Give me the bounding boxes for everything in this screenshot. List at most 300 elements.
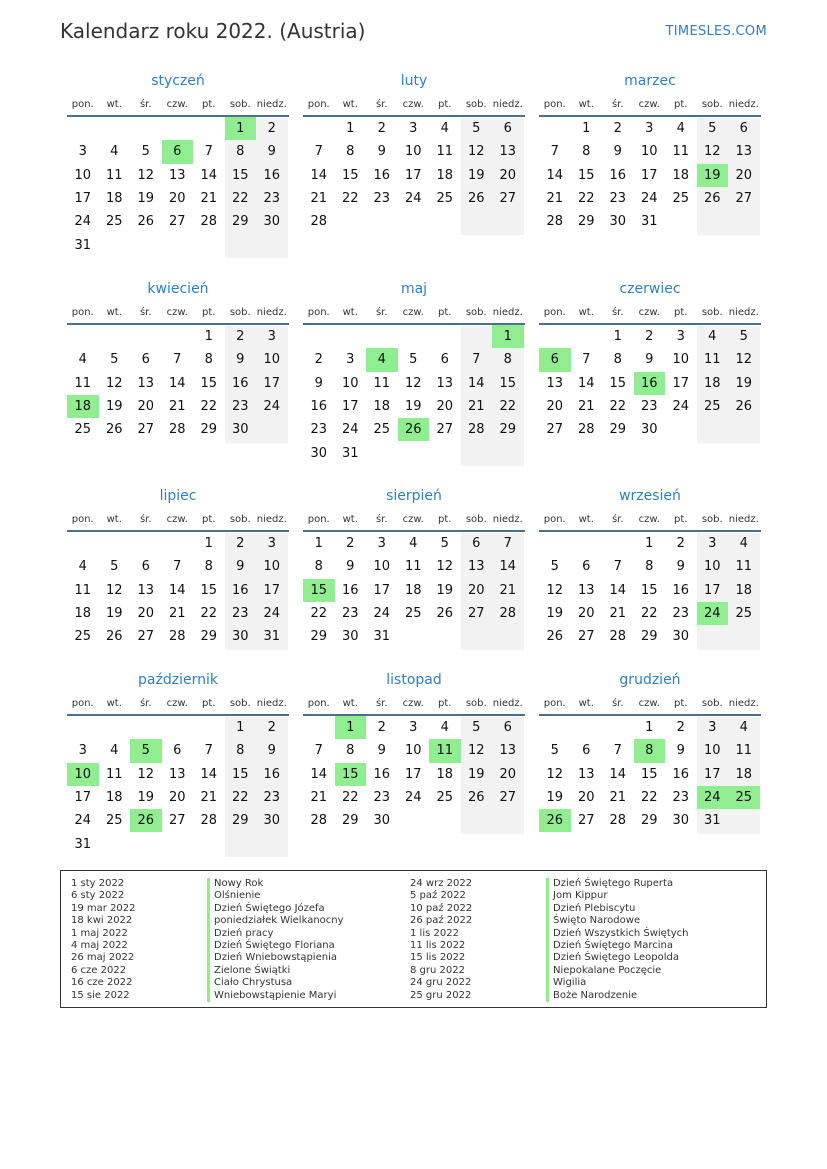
day-cell[interactable]: 28 (168, 422, 186, 438)
day-cell[interactable]: 25 (436, 190, 454, 206)
day-cell[interactable]: 5 (440, 536, 449, 551)
day-cell[interactable]: 6 (141, 352, 150, 368)
day-cell[interactable]: 18 (735, 766, 753, 782)
day-cell[interactable]: 8 (346, 743, 355, 759)
day-cell[interactable]: 20 (546, 398, 564, 414)
day-cell[interactable]: 6 (440, 352, 449, 368)
holiday-day-cell[interactable]: 6 (162, 140, 194, 163)
day-cell[interactable]: 5 (550, 559, 559, 575)
day-cell[interactable]: 21 (310, 190, 328, 206)
day-cell[interactable]: 20 (168, 190, 186, 206)
day-cell[interactable]: 14 (310, 766, 328, 782)
day-cell[interactable]: 10 (373, 559, 391, 575)
day-cell[interactable]: 1 (582, 121, 591, 136)
day-cell[interactable]: 1 (236, 720, 245, 735)
day-cell[interactable]: 24 (373, 605, 391, 621)
day-cell[interactable]: 22 (200, 398, 218, 414)
day-cell[interactable]: 16 (263, 167, 281, 183)
day-cell[interactable]: 3 (346, 352, 355, 368)
day-cell[interactable]: 11 (735, 743, 753, 759)
holiday-day-cell[interactable]: 25 (728, 786, 760, 809)
day-cell[interactable]: 3 (708, 536, 717, 551)
day-cell[interactable]: 2 (236, 536, 245, 551)
site-link[interactable]: TIMESLES.COM (665, 24, 767, 39)
day-cell[interactable]: 18 (105, 789, 123, 805)
day-cell[interactable]: 30 (231, 422, 249, 438)
day-cell[interactable]: 15 (640, 582, 658, 598)
day-cell[interactable]: 26 (467, 789, 485, 805)
day-cell[interactable]: 28 (546, 214, 564, 230)
day-cell[interactable]: 2 (346, 536, 355, 551)
day-cell[interactable]: 12 (105, 375, 123, 391)
day-cell[interactable]: 29 (310, 629, 328, 645)
day-cell[interactable]: 5 (550, 743, 559, 759)
day-cell[interactable]: 13 (137, 582, 155, 598)
day-cell[interactable]: 14 (168, 375, 186, 391)
day-cell[interactable]: 27 (168, 813, 186, 829)
day-cell[interactable]: 10 (672, 352, 690, 368)
day-cell[interactable]: 26 (137, 214, 155, 230)
day-cell[interactable]: 8 (236, 743, 245, 759)
day-cell[interactable]: 20 (436, 398, 454, 414)
day-cell[interactable]: 20 (499, 167, 517, 183)
day-cell[interactable]: 5 (708, 121, 717, 136)
day-cell[interactable]: 24 (74, 813, 92, 829)
day-cell[interactable]: 10 (341, 375, 359, 391)
day-cell[interactable]: 28 (577, 422, 595, 438)
day-cell[interactable]: 30 (310, 445, 328, 461)
day-cell[interactable]: 21 (609, 605, 627, 621)
day-cell[interactable]: 16 (310, 398, 328, 414)
day-cell[interactable]: 10 (703, 743, 721, 759)
day-cell[interactable]: 1 (645, 536, 654, 551)
day-cell[interactable]: 10 (404, 144, 422, 160)
day-cell[interactable]: 29 (499, 422, 517, 438)
day-cell[interactable]: 17 (703, 582, 721, 598)
day-cell[interactable]: 20 (137, 398, 155, 414)
day-cell[interactable]: 26 (703, 190, 721, 206)
day-cell[interactable]: 8 (645, 559, 654, 575)
day-cell[interactable]: 29 (200, 629, 218, 645)
day-cell[interactable]: 19 (105, 605, 123, 621)
holiday-day-cell[interactable]: 11 (429, 739, 461, 762)
day-cell[interactable]: 16 (672, 766, 690, 782)
day-cell[interactable]: 19 (467, 766, 485, 782)
day-cell[interactable]: 11 (436, 144, 454, 160)
day-cell[interactable]: 23 (263, 190, 281, 206)
day-cell[interactable]: 24 (640, 190, 658, 206)
day-cell[interactable]: 9 (236, 352, 245, 368)
day-cell[interactable]: 23 (672, 605, 690, 621)
day-cell[interactable]: 5 (472, 121, 481, 136)
day-cell[interactable]: 3 (676, 329, 685, 344)
day-cell[interactable]: 27 (577, 629, 595, 645)
day-cell[interactable]: 1 (346, 121, 355, 136)
day-cell[interactable]: 30 (263, 214, 281, 230)
day-cell[interactable]: 17 (74, 789, 92, 805)
day-cell[interactable]: 8 (204, 352, 213, 368)
day-cell[interactable]: 8 (503, 352, 512, 368)
day-cell[interactable]: 22 (310, 605, 328, 621)
day-cell[interactable]: 30 (231, 629, 249, 645)
day-cell[interactable]: 9 (236, 559, 245, 575)
day-cell[interactable]: 13 (577, 766, 595, 782)
day-cell[interactable]: 29 (231, 214, 249, 230)
day-cell[interactable]: 27 (436, 422, 454, 438)
day-cell[interactable]: 2 (613, 121, 622, 136)
day-cell[interactable]: 9 (377, 743, 386, 759)
day-cell[interactable]: 17 (640, 167, 658, 183)
day-cell[interactable]: 23 (231, 398, 249, 414)
day-cell[interactable]: 18 (105, 190, 123, 206)
day-cell[interactable]: 19 (436, 582, 454, 598)
day-cell[interactable]: 21 (499, 582, 517, 598)
day-cell[interactable]: 27 (137, 422, 155, 438)
day-cell[interactable]: 21 (168, 605, 186, 621)
day-cell[interactable]: 14 (200, 167, 218, 183)
day-cell[interactable]: 7 (503, 536, 512, 551)
day-cell[interactable]: 24 (341, 422, 359, 438)
day-cell[interactable]: 6 (503, 720, 512, 735)
day-cell[interactable]: 20 (137, 605, 155, 621)
day-cell[interactable]: 14 (609, 766, 627, 782)
day-cell[interactable]: 20 (168, 789, 186, 805)
day-cell[interactable]: 3 (708, 720, 717, 735)
day-cell[interactable]: 2 (645, 329, 654, 344)
day-cell[interactable]: 3 (409, 121, 418, 136)
day-cell[interactable]: 17 (404, 167, 422, 183)
holiday-day-cell[interactable]: 26 (398, 418, 430, 441)
day-cell[interactable]: 13 (546, 375, 564, 391)
day-cell[interactable]: 12 (467, 743, 485, 759)
day-cell[interactable]: 21 (577, 398, 595, 414)
holiday-day-cell[interactable]: 19 (697, 164, 729, 187)
day-cell[interactable]: 11 (703, 352, 721, 368)
day-cell[interactable]: 12 (735, 352, 753, 368)
day-cell[interactable]: 30 (640, 422, 658, 438)
day-cell[interactable]: 27 (577, 813, 595, 829)
day-cell[interactable]: 17 (373, 582, 391, 598)
day-cell[interactable]: 13 (436, 375, 454, 391)
day-cell[interactable]: 30 (341, 629, 359, 645)
day-cell[interactable]: 2 (377, 720, 386, 735)
day-cell[interactable]: 22 (200, 605, 218, 621)
day-cell[interactable]: 3 (78, 144, 87, 160)
day-cell[interactable]: 10 (74, 167, 92, 183)
day-cell[interactable]: 5 (110, 352, 119, 368)
day-cell[interactable]: 4 (78, 559, 87, 575)
day-cell[interactable]: 28 (200, 214, 218, 230)
day-cell[interactable]: 18 (436, 766, 454, 782)
day-cell[interactable]: 27 (137, 629, 155, 645)
day-cell[interactable]: 27 (467, 605, 485, 621)
day-cell[interactable]: 14 (467, 375, 485, 391)
day-cell[interactable]: 29 (609, 422, 627, 438)
day-cell[interactable]: 11 (735, 559, 753, 575)
day-cell[interactable]: 17 (74, 190, 92, 206)
day-cell[interactable]: 28 (609, 813, 627, 829)
day-cell[interactable]: 16 (672, 582, 690, 598)
day-cell[interactable]: 14 (200, 766, 218, 782)
day-cell[interactable]: 18 (436, 167, 454, 183)
day-cell[interactable]: 25 (735, 605, 753, 621)
day-cell[interactable]: 10 (640, 144, 658, 160)
day-cell[interactable]: 25 (105, 813, 123, 829)
day-cell[interactable]: 14 (577, 375, 595, 391)
day-cell[interactable]: 13 (137, 375, 155, 391)
day-cell[interactable]: 24 (74, 214, 92, 230)
day-cell[interactable]: 4 (739, 536, 748, 551)
day-cell[interactable]: 22 (231, 190, 249, 206)
day-cell[interactable]: 29 (231, 813, 249, 829)
day-cell[interactable]: 28 (168, 629, 186, 645)
day-cell[interactable]: 4 (440, 720, 449, 735)
day-cell[interactable]: 23 (609, 190, 627, 206)
day-cell[interactable]: 23 (341, 605, 359, 621)
day-cell[interactable]: 17 (404, 766, 422, 782)
day-cell[interactable]: 24 (672, 398, 690, 414)
day-cell[interactable]: 11 (74, 375, 92, 391)
holiday-day-cell[interactable]: 5 (130, 739, 162, 762)
day-cell[interactable]: 18 (373, 398, 391, 414)
day-cell[interactable]: 17 (341, 398, 359, 414)
holiday-day-cell[interactable]: 6 (539, 348, 571, 371)
day-cell[interactable]: 15 (341, 167, 359, 183)
day-cell[interactable]: 25 (703, 398, 721, 414)
day-cell[interactable]: 4 (440, 121, 449, 136)
day-cell[interactable]: 21 (467, 398, 485, 414)
day-cell[interactable]: 22 (640, 605, 658, 621)
day-cell[interactable]: 23 (310, 422, 328, 438)
day-cell[interactable]: 11 (672, 144, 690, 160)
day-cell[interactable]: 26 (546, 629, 564, 645)
day-cell[interactable]: 30 (609, 214, 627, 230)
day-cell[interactable]: 31 (640, 214, 658, 230)
day-cell[interactable]: 3 (78, 743, 87, 759)
day-cell[interactable]: 3 (645, 121, 654, 136)
day-cell[interactable]: 29 (640, 629, 658, 645)
day-cell[interactable]: 19 (546, 605, 564, 621)
day-cell[interactable]: 7 (314, 743, 323, 759)
day-cell[interactable]: 14 (546, 167, 564, 183)
day-cell[interactable]: 20 (577, 605, 595, 621)
day-cell[interactable]: 9 (613, 144, 622, 160)
holiday-day-cell[interactable]: 4 (366, 348, 398, 371)
holiday-day-cell[interactable]: 15 (303, 579, 335, 602)
day-cell[interactable]: 10 (263, 352, 281, 368)
day-cell[interactable]: 12 (404, 375, 422, 391)
day-cell[interactable]: 17 (263, 582, 281, 598)
day-cell[interactable]: 19 (735, 375, 753, 391)
day-cell[interactable]: 17 (703, 766, 721, 782)
day-cell[interactable]: 22 (640, 789, 658, 805)
day-cell[interactable]: 14 (499, 559, 517, 575)
day-cell[interactable]: 21 (200, 789, 218, 805)
day-cell[interactable]: 4 (676, 121, 685, 136)
holiday-day-cell[interactable]: 26 (539, 809, 571, 832)
day-cell[interactable]: 27 (735, 190, 753, 206)
day-cell[interactable]: 15 (200, 375, 218, 391)
day-cell[interactable]: 31 (373, 629, 391, 645)
day-cell[interactable]: 9 (267, 743, 276, 759)
day-cell[interactable]: 6 (582, 743, 591, 759)
holiday-day-cell[interactable]: 24 (697, 602, 729, 625)
day-cell[interactable]: 16 (373, 167, 391, 183)
day-cell[interactable]: 1 (645, 720, 654, 735)
day-cell[interactable]: 31 (341, 445, 359, 461)
day-cell[interactable]: 23 (672, 789, 690, 805)
day-cell[interactable]: 26 (105, 629, 123, 645)
day-cell[interactable]: 15 (499, 375, 517, 391)
day-cell[interactable]: 3 (267, 536, 276, 551)
day-cell[interactable]: 8 (346, 144, 355, 160)
day-cell[interactable]: 1 (204, 329, 213, 344)
day-cell[interactable]: 31 (74, 836, 92, 852)
day-cell[interactable]: 15 (231, 167, 249, 183)
day-cell[interactable]: 2 (314, 352, 323, 368)
day-cell[interactable]: 13 (577, 582, 595, 598)
day-cell[interactable]: 3 (267, 329, 276, 344)
day-cell[interactable]: 10 (703, 559, 721, 575)
day-cell[interactable]: 28 (200, 813, 218, 829)
day-cell[interactable]: 1 (613, 329, 622, 344)
day-cell[interactable]: 2 (267, 121, 276, 136)
day-cell[interactable]: 26 (436, 605, 454, 621)
day-cell[interactable]: 18 (735, 582, 753, 598)
day-cell[interactable]: 7 (173, 352, 182, 368)
day-cell[interactable]: 28 (310, 813, 328, 829)
day-cell[interactable]: 31 (263, 629, 281, 645)
day-cell[interactable]: 19 (137, 190, 155, 206)
holiday-day-cell[interactable]: 1 (335, 716, 367, 739)
day-cell[interactable]: 16 (341, 582, 359, 598)
day-cell[interactable]: 21 (310, 789, 328, 805)
day-cell[interactable]: 22 (577, 190, 595, 206)
day-cell[interactable]: 9 (645, 352, 654, 368)
day-cell[interactable]: 23 (640, 398, 658, 414)
day-cell[interactable]: 5 (409, 352, 418, 368)
day-cell[interactable]: 2 (267, 720, 276, 735)
day-cell[interactable]: 13 (168, 167, 186, 183)
day-cell[interactable]: 22 (231, 789, 249, 805)
day-cell[interactable]: 15 (231, 766, 249, 782)
day-cell[interactable]: 12 (546, 766, 564, 782)
day-cell[interactable]: 10 (263, 559, 281, 575)
day-cell[interactable]: 7 (613, 743, 622, 759)
day-cell[interactable]: 4 (409, 536, 418, 551)
day-cell[interactable]: 24 (263, 398, 281, 414)
day-cell[interactable]: 21 (609, 789, 627, 805)
day-cell[interactable]: 25 (436, 789, 454, 805)
day-cell[interactable]: 29 (640, 813, 658, 829)
day-cell[interactable]: 8 (314, 559, 323, 575)
day-cell[interactable]: 11 (74, 582, 92, 598)
day-cell[interactable]: 30 (263, 813, 281, 829)
day-cell[interactable]: 12 (436, 559, 454, 575)
day-cell[interactable]: 7 (204, 743, 213, 759)
holiday-day-cell[interactable]: 10 (67, 763, 99, 786)
day-cell[interactable]: 31 (703, 813, 721, 829)
day-cell[interactable]: 9 (346, 559, 355, 575)
day-cell[interactable]: 25 (404, 605, 422, 621)
day-cell[interactable]: 6 (582, 559, 591, 575)
day-cell[interactable]: 27 (168, 214, 186, 230)
day-cell[interactable]: 16 (373, 766, 391, 782)
day-cell[interactable]: 16 (263, 766, 281, 782)
day-cell[interactable]: 15 (200, 582, 218, 598)
day-cell[interactable]: 25 (373, 422, 391, 438)
day-cell[interactable]: 18 (703, 375, 721, 391)
day-cell[interactable]: 6 (503, 121, 512, 136)
day-cell[interactable]: 6 (472, 536, 481, 551)
day-cell[interactable]: 29 (200, 422, 218, 438)
day-cell[interactable]: 11 (373, 375, 391, 391)
day-cell[interactable]: 1 (204, 536, 213, 551)
day-cell[interactable]: 2 (676, 536, 685, 551)
day-cell[interactable]: 30 (373, 813, 391, 829)
holiday-day-cell[interactable]: 18 (67, 395, 99, 418)
day-cell[interactable]: 12 (546, 582, 564, 598)
day-cell[interactable]: 18 (672, 167, 690, 183)
day-cell[interactable]: 5 (472, 720, 481, 735)
day-cell[interactable]: 23 (231, 605, 249, 621)
day-cell[interactable]: 1 (314, 536, 323, 551)
day-cell[interactable]: 6 (739, 121, 748, 136)
day-cell[interactable]: 29 (577, 214, 595, 230)
day-cell[interactable]: 24 (404, 190, 422, 206)
day-cell[interactable]: 27 (546, 422, 564, 438)
day-cell[interactable]: 2 (236, 329, 245, 344)
day-cell[interactable]: 7 (173, 559, 182, 575)
day-cell[interactable]: 7 (613, 559, 622, 575)
day-cell[interactable]: 23 (373, 190, 391, 206)
day-cell[interactable]: 21 (546, 190, 564, 206)
holiday-day-cell[interactable]: 15 (335, 763, 367, 786)
day-cell[interactable]: 16 (231, 582, 249, 598)
day-cell[interactable]: 7 (550, 144, 559, 160)
holiday-day-cell[interactable]: 24 (697, 786, 729, 809)
day-cell[interactable]: 16 (609, 167, 627, 183)
day-cell[interactable]: 12 (137, 167, 155, 183)
day-cell[interactable]: 4 (110, 144, 119, 160)
day-cell[interactable]: 22 (341, 789, 359, 805)
day-cell[interactable]: 25 (672, 190, 690, 206)
day-cell[interactable]: 3 (377, 536, 386, 551)
day-cell[interactable]: 2 (676, 720, 685, 735)
day-cell[interactable]: 22 (499, 398, 517, 414)
day-cell[interactable]: 14 (310, 167, 328, 183)
day-cell[interactable]: 6 (141, 559, 150, 575)
day-cell[interactable]: 25 (105, 214, 123, 230)
day-cell[interactable]: 8 (582, 144, 591, 160)
day-cell[interactable]: 19 (546, 789, 564, 805)
day-cell[interactable]: 5 (110, 559, 119, 575)
day-cell[interactable]: 21 (168, 398, 186, 414)
day-cell[interactable]: 31 (74, 237, 92, 253)
day-cell[interactable]: 13 (735, 144, 753, 160)
day-cell[interactable]: 20 (467, 582, 485, 598)
day-cell[interactable]: 23 (263, 789, 281, 805)
holiday-day-cell[interactable]: 1 (225, 117, 257, 140)
day-cell[interactable]: 6 (173, 743, 182, 759)
day-cell[interactable]: 4 (739, 720, 748, 735)
day-cell[interactable]: 12 (467, 144, 485, 160)
day-cell[interactable]: 12 (105, 582, 123, 598)
day-cell[interactable]: 20 (577, 789, 595, 805)
day-cell[interactable]: 19 (137, 789, 155, 805)
day-cell[interactable]: 26 (467, 190, 485, 206)
holiday-day-cell[interactable]: 8 (634, 739, 666, 762)
